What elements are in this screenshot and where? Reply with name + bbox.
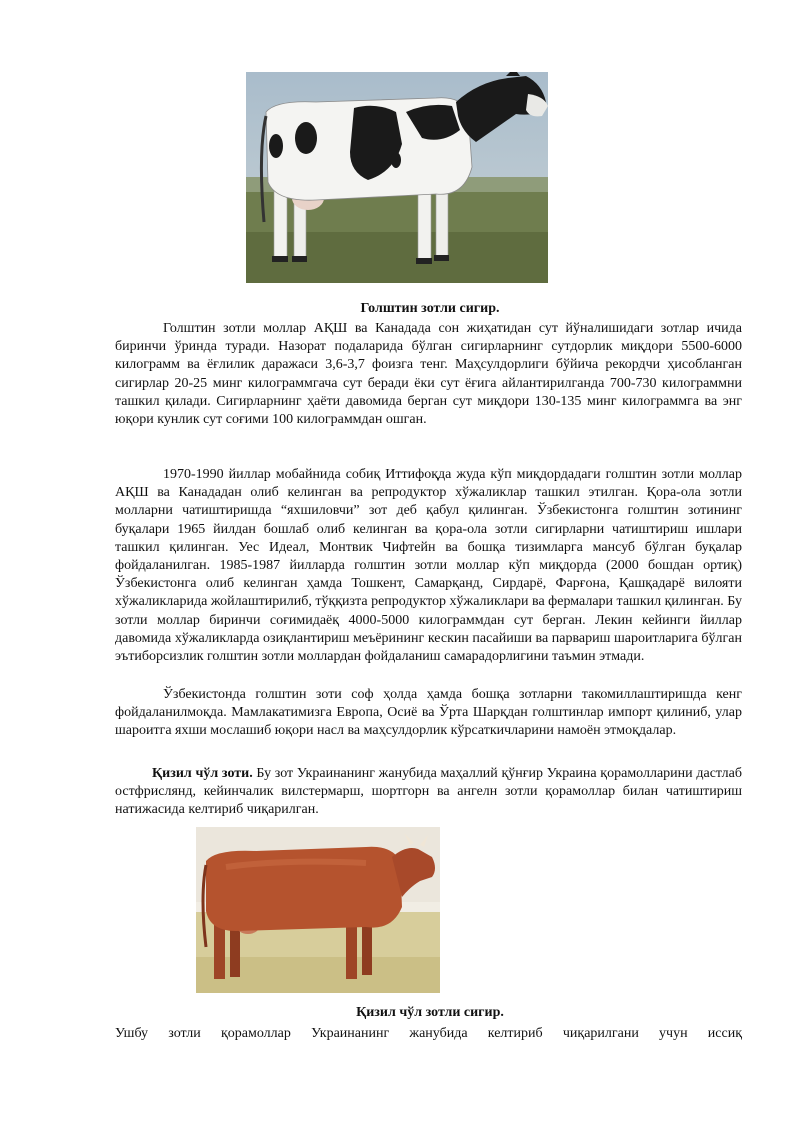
paragraph: Ўзбекистонда голштин зоти соф ҳолда ҳамда бошқа зотларни такомиллаштиришда кенг фойдаланилмоқда. Мамлакатимизга Европа, Осиё ва Ўрта Шарқдан голштинлар импорт қилиниб, улар шароитга яхши мослашиб юқори насл ва маҳсулдорлик кўрсаткичларини намоён этмоқдалар. <box>115 687 742 739</box>
figure-caption: Қизил чўл зотли сигир. <box>356 1005 504 1020</box>
paragraph-body: Бу зот Украинанинг жанубида маҳаллий қўнғир Украина қорамолларини дастлаб остфрислянд, кейинчалик вилстермарш, шортгорн ва ангелн зотли қорамоллар билан чатиштириш натижасида келтириб чиқарилган. <box>115 766 742 818</box>
paragraph: Ушбу зотли қорамоллар Украинанинг жанубида келтириб чиқарилгани учун иссиқ <box>115 1026 742 1041</box>
paragraph: Голштин зотли моллар АҚШ ва Канадада сон жиҳатидан сут йўналишидаги зотлар ичида биринчи ўринда туради. Назорат подаларида бўлган сигирларнинг сутдорлик миқдори 5500-6000 килограмм ва ёғлилик даражаси 3,6-3,7 фоизга тенг. Маҳсулдорлиги бўйича рекордчи ҳисобланган сигирлар 20-25 минг килограммгача сут беради ёки сут ёғига айлантирилганда 700-730 килограммни ташкил қилади. Сигирларнинг ҳаёти давомида берган сут миқдори 130-135 минг килограммга ва энг юқори кунлик сут соғими 100 килограммдан ошган. <box>115 321 742 428</box>
paragraph <box>115 765 742 820</box>
paragraph: 1970-1990 йиллар мобайнида собиқ Иттифоқда жуда кўп миқдордадаги голштин зотли моллар АҚШ ва Канададан олиб келинган ва репродуктор хўжаликлар ташкил этилган. Қора-ола зотли молларни чатиштиришда “яхшиловчи” зот деб қабул қилинган. Ўзбекистонга голштин зотининг буқалари 1965 йилдан бошлаб олиб келинган ва қора-ола зотли сигирларни чатиштириш ишлари ташкил қилинган. Уес Идеал, Монтвик Чифтейн ва бошқа тизимларга мансуб бўлган буқалар фойдаланилган. 1985-1987 йилларда голштин зотли моллар кўп миқдорда (2000 бошдан ортиқ) Ўзбекистонга олиб келинган ҳамда Тошкент, Самарқанд, Сирдарё, Фарғона, Қашқадарё вилояти хўжаликларида жойлаштирилиб, тўққизта репродуктор хўжаликлари ва фермалари ташкил қилинган. Бу зотли моллар биринчи соғимидаёқ 4000-5000 килограммдан сут берган. Лекин кейинги йиллар давомида хўжаликларда озиқлантириш меъёрининг кескин пасайиши ва парвариш шароитларига бўлган эътиборсизлик голштин зотли моллардан фойдаланиш самарадорлигини таъмин этмади. <box>115 467 742 665</box>
section-heading: Қизил чўл зоти. <box>152 766 253 781</box>
figure-caption: Голштин зотли сигир. <box>360 301 500 316</box>
red-steppe-cow-photo <box>196 827 440 993</box>
holstein-cow-photo <box>246 72 548 283</box>
